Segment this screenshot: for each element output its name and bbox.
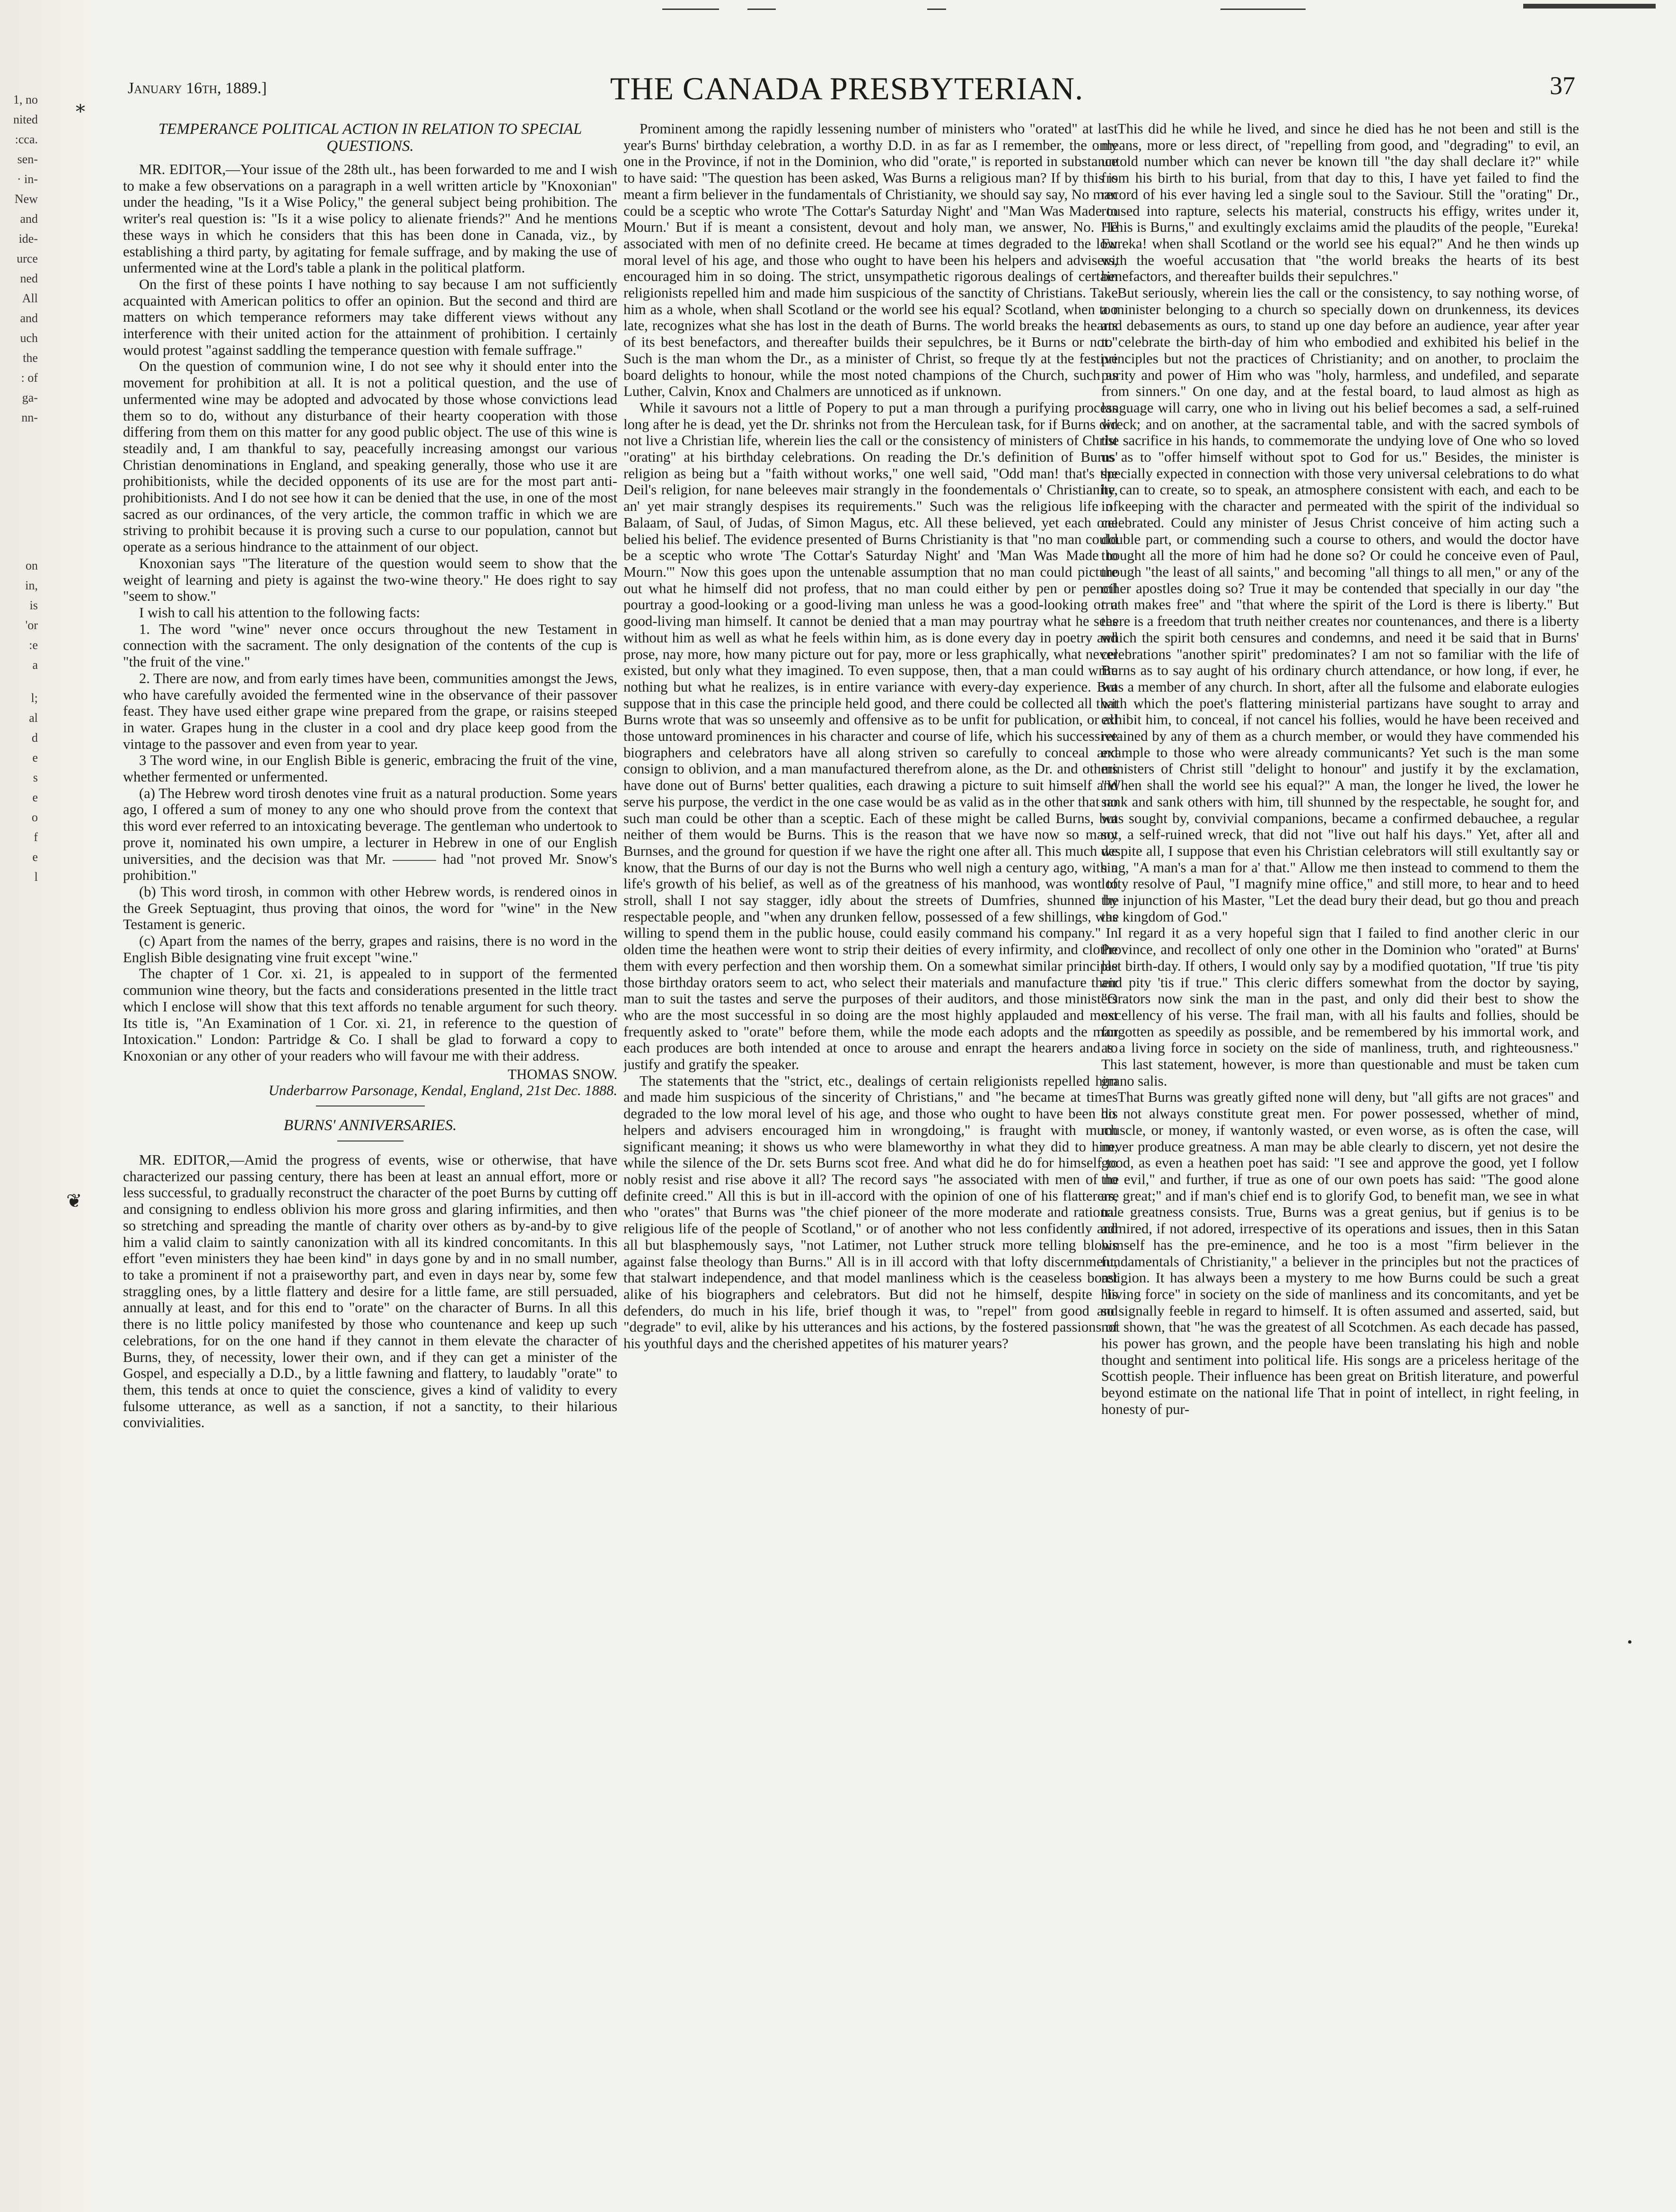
paragraph: 3 The word wine, in our English Bible is generic, embracing the fruit of the vine, whether fermented or unfermented. <box>123 752 617 785</box>
article-body-burns-part2 <box>623 121 1118 1352</box>
margin-fragment: :cca. <box>15 132 38 146</box>
margin-fragment: uch <box>20 331 38 345</box>
column-1 <box>123 121 617 2193</box>
left-margin-fragments-top <box>2 90 38 428</box>
margin-fragment: nited <box>13 113 38 126</box>
paragraph: This did he while he lived, and since he died has he not been and still is the means, more or less direct, of "repelling from good, and "degrading" to evil, an untold number which can never be known till "the day shall declare it?" while from his birth to his burial, from that day to this, I have yet failed to find the record of his ever having led a single soul to the Saviour. Still the "orating" Dr., roused into rapture, selects his material, constructs his effigy, writes under it, "This is Burns," and exultingly exclaims amid the plaudits of the people, "Eureka! Eureka! when shall Scotland or the world see his equal?" And he then winds up with the woeful accusation that "the world breaks the hearts of its best benefactors, and thereafter builds their sepulchres." <box>1101 121 1579 285</box>
margin-fragment: and <box>20 311 38 325</box>
margin-fragment: 1, no <box>13 93 38 106</box>
column-3 <box>1101 121 1579 2193</box>
publication-title: THE CANADA PRESBYTERIAN. <box>610 70 1084 106</box>
paragraph: 2. There are now, and from early times have been, communities amongst the Jews, who have carefully avoided the fermented wine in the observance of their passover feast. They have used either grape wine prepared from the grape, or raisins steeped in water. Grapes hung in the cluster in a cool and dry place keep good from the vintage to the passover and even from year to year. <box>123 670 617 752</box>
margin-fragment: :e <box>29 638 38 652</box>
column-2 <box>623 121 1118 2193</box>
margin-fragment: urce <box>17 252 38 265</box>
margin-fragment: l; <box>31 691 38 705</box>
margin-fragment: on <box>26 559 38 572</box>
top-print-rule <box>662 0 1656 19</box>
paragraph: MR. EDITOR,—Amid the progress of events, wise or otherwise, that have characterized our passing century, there has been at least an annual effort, more or less successful, to gradually reconstruct the character of the poet Burns by cutting off and consigning to endless oblivion his more gross and glaring infirmities, and then so stretching and spreading the mantle of charity over others as by-and-by to give him a valid claim to saintly canonization with all its kindred concomitants. In this effort "even ministers they hae been kind" in days gone by and in no small number, to take a prominent if not a praiseworthy part, and even in days near by, some few straggling ones, by a little flattery and desire for a little fame, are still persuaded, annually at least, and for this end to "orate" on the character of Burns. In all this there is no little policy manifested by those who countenance and keep up such celebrations, for on the one hand if they cannot in them elevate the character of Burns, they, of necessity, lower their own, and if they can get a minister of the Gospel, and especially a D.D., by a little fawning and flattery, to laudably "orate" to them, this tends at once to quiet the conscience, gives a kind of validity to every fulsome utterance, as well as a sanction, if not a sanctity, to their hilarious convivialities. <box>123 1152 617 1431</box>
margin-fragment: the <box>23 351 38 365</box>
margin-fragment: s <box>33 771 38 784</box>
margin-fragment: nn- <box>21 411 38 424</box>
margin-fragment: sen- <box>17 152 38 166</box>
margin-fragment: d <box>32 731 38 745</box>
paragraph: While it savours not a little of Popery to put a man through a purifying process long after he is dead, yet the Dr. shrinks not from the Herculean task, for if Burns did not live a Christian life, wherein lies the call or the consistency of ministers of Christ "orating" at his birthday celebrations. On reading the Dr.'s definition of Burns' religion as being but a "faith without works," one well said, "Odd man! that's the Deil's religion, for nane beleeves mair strangly in the foondementals o' Christianity, an' yet mair strangly despises its requirements." Such was the religious life of Balaam, of Saul, of Judas, of Simon Magus, etc. All these believed, yet each one belied his belief. The evidence presented of Burns Christianity is that "no man could be a sceptic who wrote 'The Cottar's Saturday Night' and 'Man Was Made to Mourn.'" Now this goes upon the untenable assumption that no man could picture out what he himself did not profess, that no man could either by pen or pencil pourtray a good-looking or a good-living man unless he was a good-looking or a good-living man himself. It cannot be denied that a man may pourtray what he sees without him as well as what he feels within him, as is done every day in poetry and prose, nay more, how many picture out for pay, more or less graphically, what never existed, but only what they imagined. To even suppose, then, that a man could write nothing but what he realizes, is in entire variance with every-day experience. But suppose that in this case the principle held good, and there could be collected all that Burns wrote that was so unseemly and offensive as to be unfit for publication, or all those untoward prominences in his character and course of life, which his successive biographers and celebrators have all along striven so carefully to conceal and consign to oblivion, and a man manufactured therefrom alone, as the Dr. and others have done out of Burns' better qualities, each drawing a picture to suit himself and serve his purpose, the verdict in the one case would be as valid as in the other that no such man could be other than a sceptic. Each of these might be called Burns, but neither of them would be Burns. This is the reason that we have now so many Burnses, and the ground for question if we have the right one after all. This much we know, that the Burns of our day is not the Burns who well nigh a century ago, with a life's growth of his belief, as well as of the greatness of his manhood, was wont to stroll, shall I not say stagger, idly about the streets of Dumfries, shunned by respectable people, and "when any drunken fellow, possessed of a few shillings, was willing to spend them in the public house, could easily command his company." In olden time the heathen were wont to strip their deities of every infirmity, and clothe them with every perfection and then worship them. On a somewhat similar principle those birthday orators seem to act, who select their materials and manufacture their man to suit the tastes and serve the purposes of their auditors, and those ministers who are the most successful in so doing are the most highly applauded and most frequently asked to "orate" before them, while the mode each adopts and the man each produces are both intended at once to arouse and enrapt the hearers and to justify and gratify the speaker. <box>623 399 1118 1073</box>
margin-fragment: ide- <box>18 232 38 246</box>
margin-fragment: in, <box>25 579 38 592</box>
paragraph: (c) Apart from the names of the berry, grapes and raisins, there is no word in the English Bible designating vine fruit except "wine." <box>123 933 617 966</box>
paragraph: Knoxonian says "The literature of the question would seem to show that the weight of learning and piety is against the two-wine theory." He does right to say "seem to show." <box>123 555 617 605</box>
paragraph: The statements that the "strict, etc., dealings of certain religionists repelled him and made him suspicious of the sincerity of Christians," and "he became at times degraded to the low moral level of his age, and those who ought to have been his helpers and advisers encouraged him in wrongdoing," is fraught with much significant meaning; it shows us who were blameworthy in what they did to him, while the silence of the Dr. sets Burns scot free. And what did he do for himself to nobly resist and rise above it all? The record says "he associated with men of no definite creed." All this is but in ill-accord with the opinion of one of his flatterers, who "orates" that Burns was "the chief pioneer of the more moderate and rational religious life of the people of Scotland," or of another who not less confidently and all but blasphemously says, "not Latimer, not Luther struck more telling blows against false theology than Burns." All is in ill accord with that lofty discernment, that stalwart independence, and that model manliness which is the ceaseless boast alike of his biographers and celebrators. But did not he himself, despite his defenders, do much in his life, brief though it was, to "repel" from good and "degrade" to evil, alike by his utterances and his actions, by the fostered passions of his youthful days and the cherished appetites of his maturer years? <box>623 1072 1118 1352</box>
paragraph: That Burns was greatly gifted none will deny, but "all gifts are not graces" and do not always constitute great men. For power possessed, whether of mind, muscle, or money, if wantonly wasted, or even worse, as is often the case, will never produce greatness. A man may be able clearly to discern, yet not desire the good, as even a heathen poet has said: "I see and approve the good, yet I follow the evil," and further, if true as one of our own poets has said: "The good alone are great;" and if man's chief end is to glorify God, to benefit man, we see in what true greatness consists. True, Burns was a great genius, but if genius is to be admired, if not adored, irrespective of its operations and issues, then in this Satan himself has the pre-eminence, and he too is a most "firm believer in the fundamentals of Christianity," a believer in the principles but not the practices of religion. It has always been a mystery to me how Burns could be such a great "living force" in society on the side of manliness and its concomitants, and yet be so signally feeble in regard to himself. It is often assumed and asserted, said, but not shown, that "he was the greatest of all Scotchmen. As each decade has passed, his power has grown, and the people have been translating his high and noble thought and sentiment into political life. His songs are a priceless heritage of the Scottish people. Their influence has been great on British literature, and powerful beyond estimate on the national life That in point of intellect, in right feeling, in honesty of pur- <box>1101 1089 1579 1417</box>
article-title-temperance: TEMPERANCE POLITICAL ACTION IN RELATION TO SPECIAL QUESTIONS. <box>158 121 582 155</box>
paragraph: I regard it as a very hopeful sign that I failed to find another cleric in our Province, and recollect of only one other in the Dominion who "orated" at Burns' last birth-day. If others, I would only say by a modified quotation, "If true 'tis pity and pity 'tis if true." This cleric differs somewhat from the doctor by saying, "Orators now sink the man in the past, and only did their best to show the excellency of his verse. The frail man, with all his faults and follies, should be forgotten as speedily as possible, and be remembered by his immortal work, and as a living force in society on the side of manliness, truth, and righteousness." This last statement, however, is more than questionable and must be taken cum grano salis. <box>1101 925 1579 1089</box>
margin-fragment: o <box>32 810 38 824</box>
left-margin-fragments-lower <box>2 688 38 887</box>
page-number: 37 <box>1550 71 1575 100</box>
margin-fragment: ned <box>20 272 38 285</box>
issue-date: January 16th, 1889.] <box>128 79 267 97</box>
margin-mark: ⁎ <box>76 95 85 116</box>
margin-mark: ❦ <box>66 1190 82 1211</box>
margin-mark: • <box>1627 1634 1632 1650</box>
margin-fragment: e <box>32 850 38 864</box>
margin-fragment: All <box>22 291 38 305</box>
paragraph: On the first of these points I have nothing to say because I am not sufficiently acquainted with American politics to offer an opinion. But the second and third are matters on which temperance reformers may take different views without any interference with their united action for the attainment of prohibition. I certainly would protest "against saddling the temperance question with female suffrage." <box>123 276 617 358</box>
margin-fragment: f <box>34 830 38 844</box>
margin-fragment: · in- <box>17 172 38 186</box>
margin-fragment: New <box>14 192 38 206</box>
article-body-burns-part1 <box>123 1152 617 1431</box>
paragraph: But seriously, wherein lies the call or the consistency, to say nothing worse, of a minister belonging to a church so specially down on drunkenness, its devices and debasements as ours, to stand up one day before an audience, year after year to celebrate the birth-day of him who embodied and exhibited his belief in the principles but not the practices of Christianity; and on another, to proclaim the purity and power of Him who was "holy, harmless, and undefiled, and separate from sinners." On one day, and at the festal board, to laud almost as high as language will carry, one who in living out his belief becomes a sad, a self-ruined wreck; and on another, at the sacramental table, and with the sacred symbols of the sacrifice in his hands, to commemorate the undying love of One who so loved us as to "offer himself without spot to God for us." Besides, the minister is specially expected in connection with those very universal celebrations to do what he can to create, so to speak, an atmosphere consistent with each, and each to be in keeping with the character and permeated with the spirit of the individual so celebrated. Could any minister of Jesus Christ conceive of him acting such a double part, or commending such a course to others, and would the doctor have thought all the more of him had he done so? Or could he conceive even of Paul, though "the least of all saints," and becoming "all things to all men," or any of the other apostles doing so? True it may be contended that specially in our day "the truth makes free" and "that where the spirit of the Lord is there is liberty." But there is a freedom that truth neither creates nor countenances, and there is a liberty which the spirit both censures and condemns, and need it be said that in Burns' celebrations "another spirit" predominates? I am not so familiar with the life of Burns as to say aught of his ordinary church attendance, or how long, if ever, he was a member of any church. In short, after all the fulsome and elaborate eulogies with which the poet's flattering ministerial partizans have sought to array and exhibit him, to conceal, if not cancel his follies, would he have been received and retained by any of them as a church member, or would they have commended his example to those who were already communicants? Yet such is the man some ministers of Christ still "delight to honour" and justify it by the exclamation, "When shall the world see his equal?" A man, the longer he lived, the lower he sank and sank others with him, till shunned by the respectable, he sought for, and was sought by, convivial companions, became a confirmed debauchee, a regular sot, a self-ruined wreck, that did not "live out half his days." Yet, after all and despite all, I suppose that even his Christian celebrators will still exultantly say or sing, "A man's a man for a' that." Allow me then instead to commend to them the lofty resolve of Paul, "I magnify mine office," and still more, to hear and to heed the injunction of his Master, "Let the dead bury their dead, but go thou and preach the kingdom of God." <box>1101 285 1579 925</box>
article-title-burns: BURNS' ANNIVERSARIES. <box>283 1117 457 1134</box>
paragraph: MR. EDITOR,—Your issue of the 28th ult., has been forwarded to me and I wish to make a few observations on a paragraph in a well written article by "Knoxonian" under the heading, "Is it a Wise Policy," the general subject being prohibition. The writer's real question is: "Is it a wise policy to alienate friends?" And he mentions these ways in which he considers that this has been done in Canada, viz., by establishing a third party, by agitating for female suffrage, and by making the use of unfermented wine at the Lord's table a plank in the political platform. <box>123 161 617 276</box>
paragraph: (a) The Hebrew word tirosh denotes vine fruit as a natural production. Some years ago, I offered a sum of money to any one who should prove from the context that this word ever referred to an intoxicating beverage. The gentleman who undertook to prove it, nominated his own umpire, a lecturer in Hebrew in one of our English universities, and the decision was that Mr. ——— had "not proved Mr. Snow's prohibition." <box>123 785 617 884</box>
margin-fragment: : of <box>21 371 38 385</box>
paragraph: 1. The word "wine" never once occurs throughout the new Testament in connection with the sacrament. The only designation of the contents of the cup is "the fruit of the vine." <box>123 621 617 670</box>
paragraph: I wish to call his attention to the following facts: <box>139 604 420 621</box>
paragraph: The chapter of 1 Cor. xi. 21, is appealed to in support of the fermented communion wine theory, but the facts and considerations presented in the little tract which I enclose will show that this text affords no tenable argument for such theory. Its title is, "An Examination of 1 Cor. xi. 21, in reference to the question of Intoxication." London: Partridge & Co. I shall be glad to forward a copy to Knoxonian or any other of your readers who will favour me with their address. <box>123 966 617 1064</box>
margin-fragment: e <box>32 751 38 764</box>
margin-fragment: ga- <box>22 391 38 404</box>
margin-fragment: is <box>29 598 38 612</box>
article-signature: THOMAS SNOW. <box>508 1066 617 1082</box>
margin-fragment: and <box>20 212 38 226</box>
margin-fragment: a <box>32 658 38 672</box>
paragraph: On the question of communion wine, I do not see why it should enter into the movement for prohibition at all. It is not a political question, and the use of unfermented wine may be adopted and advocated by those whose convictions lead them so to do, without any disturbance of their hearty cooperation with those differing from them on this matter for any good public object. The use of this wine is steadily and, I am thankful to say, peacefully increasing amongst our various Christian denominations in England, and speaking generally, those who use it are prohibitionists, while the decided opponents of its use are for the most part anti-prohibitionists. And I do not see how it can be denied that the use, in one of the most sacred as our ordinances, of the very article, the common traffic in which we are striving to prohibit because it is proving such a curse to our population, cannot but operate as a serious hindrance to the attainment of our object. <box>123 358 617 555</box>
margin-fragment: l <box>34 870 38 884</box>
margin-fragment: e <box>32 790 38 804</box>
page-header <box>118 61 1575 118</box>
left-margin-fragments-middle <box>2 556 38 675</box>
article-body-temperance <box>123 161 617 1064</box>
margin-fragment: al <box>29 711 38 725</box>
article-body-burns-part3 <box>1101 121 1579 1418</box>
margin-fragment: 'or <box>25 618 38 632</box>
paragraph: Prominent among the rapidly lessening number of ministers who "orated" at last year's Burns' birthday celebration, a worthy D.D. in as far as I remember, the only one in the Province, if not in the Dominion, who did "orate," is reported in substance to have said: "The question has been asked, Was Burns a religious man? If by this is meant a firm believer in the fundamentals of Christianity, we should say say, No man could be a sceptic who wrote 'The Cottar's Saturday Night' and "Man Was Made to Mourn.' But if is meant a consistent, devout and holy man, we answer, No. He associated with men of no definite creed. He became at times degraded to the low moral level of his age, and those who ought to have been his helpers and advisers, encouraged him in so doing. The strict, unsympathetic rigorous dealings of certain religionists repelled him and made him suspicious of the sanctity of Christians. Take him as a whole, when shall Scotland or the world see his equal? Scotland, when too late, recognizes what she has lost in the death of Burns. The world breaks the hearts of its best benefactors, and thereafter builds their sepulchres, be it Burns or not." Such is the man whom the Dr., as a minister of Christ, so freque tly at the festive board delights to honour, while the most noted champions of the Church, such as Luther, Calvin, Knox and Chalmers are unnoticed as if unknown. <box>623 121 1118 400</box>
paragraph: (b) This word tirosh, in common with other Hebrew words, is rendered oinos in the Greek Septuagint, thus proving that oinos, the word for "wine" in the New Testament is generic. <box>123 883 617 933</box>
article-location-date: Underbarrow Parsonage, Kendal, England, 21st Dec. 1888. <box>268 1082 617 1099</box>
